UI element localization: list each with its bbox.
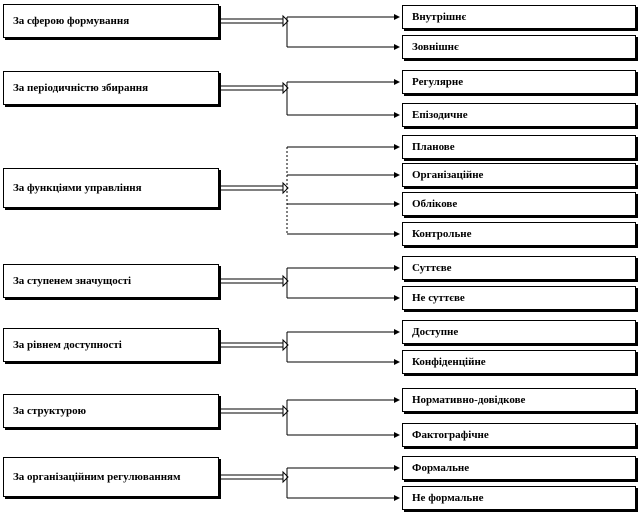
option-label: Планове xyxy=(412,140,455,153)
option-box xyxy=(402,388,636,412)
arrow-head-icon xyxy=(394,112,400,118)
arrow-head-icon xyxy=(394,79,400,85)
arrow-head-icon xyxy=(394,44,400,50)
category-box-management-functions xyxy=(3,168,219,208)
option-label: Регулярне xyxy=(412,75,464,88)
option-label: Епізодичне xyxy=(412,108,468,121)
option-label: Не формальне xyxy=(412,491,484,504)
category-label: За структурою xyxy=(13,404,87,417)
option-label: Облікове xyxy=(412,197,458,210)
option-box xyxy=(402,256,636,280)
category-label: За періодичністю збирання xyxy=(13,81,149,94)
option-label: Нормативно-довідкове xyxy=(412,393,526,406)
category-box-sphere xyxy=(3,4,219,38)
category-box-organizational-regulation xyxy=(3,457,219,497)
option-box xyxy=(402,35,636,59)
arrow-head-icon xyxy=(394,329,400,335)
arrow-head-icon xyxy=(394,172,400,178)
option-box xyxy=(402,486,636,510)
arrow-head-icon xyxy=(394,265,400,271)
category-label: За ступенем значущості xyxy=(13,274,132,287)
option-box xyxy=(402,350,636,374)
arrow-head-icon xyxy=(394,432,400,438)
option-label: Внутрішнє xyxy=(412,10,467,23)
category-label: За рівнем доступності xyxy=(13,338,122,351)
arrow-head-icon xyxy=(394,144,400,150)
option-box xyxy=(402,163,636,187)
arrow-head-icon xyxy=(394,295,400,301)
option-box xyxy=(402,423,636,447)
option-box xyxy=(402,222,636,246)
arrow-head-icon xyxy=(394,14,400,20)
option-label: Фактографічне xyxy=(412,428,489,441)
option-box xyxy=(402,70,636,94)
option-label: Конфіденційне xyxy=(412,355,486,368)
category-box-significance xyxy=(3,264,219,298)
category-box-accessibility xyxy=(3,328,219,362)
option-label: Не суттєве xyxy=(412,291,465,304)
arrow-head-icon xyxy=(394,397,400,403)
arrow-head-icon xyxy=(394,201,400,207)
option-box xyxy=(402,192,636,216)
option-label: Доступне xyxy=(412,325,459,338)
arrow-head-icon xyxy=(394,359,400,365)
arrow-head-icon xyxy=(394,231,400,237)
category-label: За сферою формування xyxy=(13,14,130,27)
arrow-head-icon xyxy=(394,465,400,471)
option-box xyxy=(402,286,636,310)
option-label: Контрольне xyxy=(412,227,472,240)
option-box xyxy=(402,456,636,480)
option-box xyxy=(402,135,636,159)
arrow-head-icon xyxy=(394,495,400,501)
option-label: Суттєве xyxy=(412,261,452,274)
category-label: За організаційним регулюванням xyxy=(13,470,181,483)
option-label: Зовнішнє xyxy=(412,40,459,53)
option-box xyxy=(402,103,636,127)
option-label: Формальне xyxy=(412,461,470,474)
option-box xyxy=(402,5,636,29)
option-label: Організаційне xyxy=(412,168,484,181)
option-box xyxy=(402,320,636,344)
category-label: За функціями управління xyxy=(13,181,142,194)
category-box-periodicity xyxy=(3,71,219,105)
category-box-structure xyxy=(3,394,219,428)
